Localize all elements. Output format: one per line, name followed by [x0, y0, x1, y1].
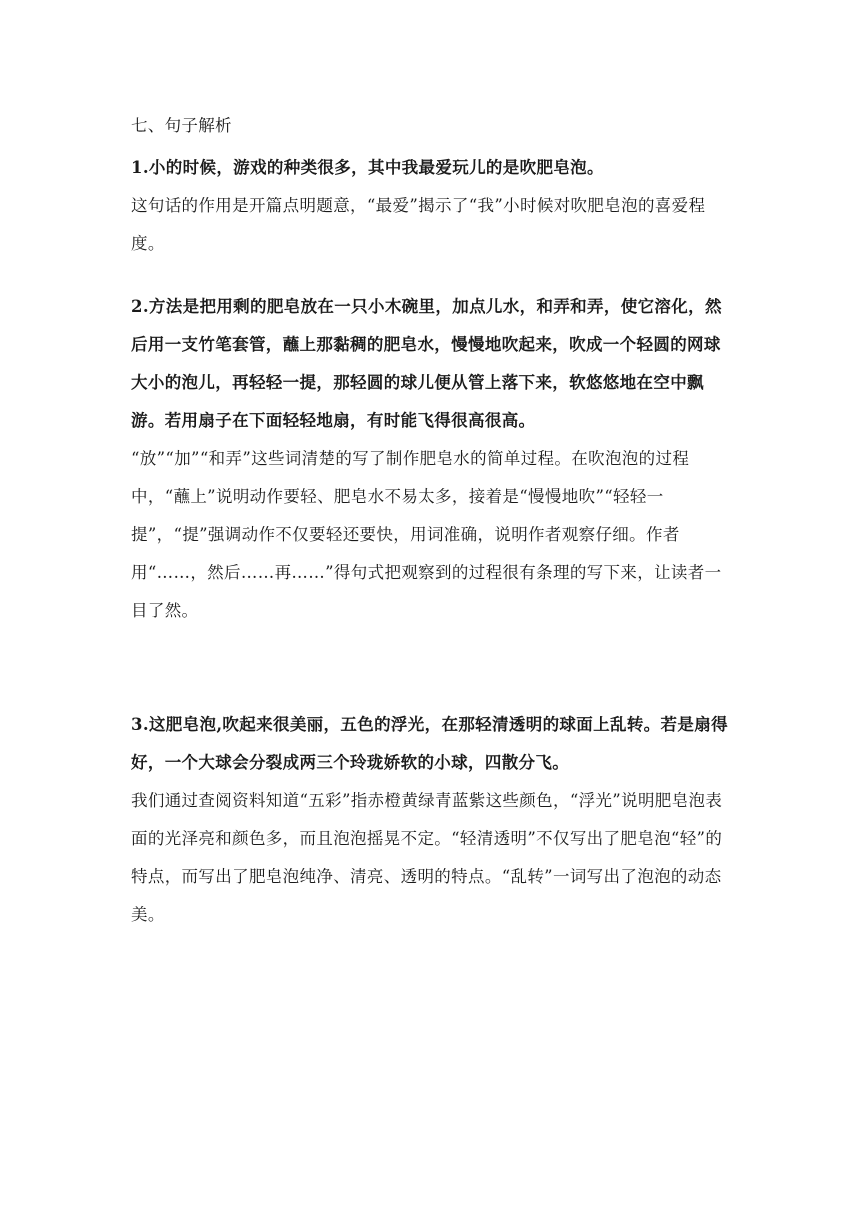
item-3-sentence: 3.这肥皂泡,吹起来很美丽，五色的浮光，在那轻清透明的球面上乱转。若是扇得好，一个大球会分裂成两三个玲珑娇软的小球，四散分飞。 — [131, 715, 728, 772]
analysis-item-3 — [131, 706, 731, 934]
spacer — [131, 263, 731, 288]
item-1-analysis: 这句话的作用是开篇点明题意，“最爱”揭示了“我”小时候对吹肥皂泡的喜爱程度。 — [131, 196, 706, 253]
section-title: 七、句子解析 — [131, 116, 232, 135]
item-3-analysis: 我们通过查阅资料知道“五彩”指赤橙黄绿青蓝紫这些颜色，“浮光”说明肥皂泡表面的光泽亮和颜色多，而且泡泡摇晃不定。“轻清透明”不仅写出了肥皂泡“轻”的特点，而写出了肥皂泡纯净、清亮、透明的特点。“乱转”一词写出了泡泡的动态美。 — [131, 791, 723, 924]
item-2-sentence: 2.方法是把用剩的肥皂放在一只小木碗里，加点儿水，和弄和弄，使它溶化，然后用一支竹笔套管，蘸上那黏稠的肥皂水，慢慢地吹起来，吹成一个轻圆的网球大小的泡儿，再轻轻一提，那轻圆的球儿便从管上落下来，软悠悠地在空中飘游。若用扇子在下面轻轻地扇，有时能飞得很高很高。 — [131, 297, 722, 430]
analysis-item-2 — [131, 288, 731, 630]
document-page — [131, 112, 731, 934]
analysis-item-1 — [131, 149, 731, 263]
spacer — [131, 630, 731, 706]
item-2-analysis: “放”“加”“和弄”这些词清楚的写了制作肥皂水的简单过程。在吹泡泡的过程中，“蘸上”说明动作要轻、肥皂水不易太多，接着是“慢慢地吹”“轻轻一提”，“提”强调动作不仅要轻还要快，用词准确，说明作者观察仔细。作者用“……，然后……再……”得句式把观察到的过程很有条理的写下来，让读者一目了然。 — [131, 449, 722, 620]
item-1-sentence: 1.小的时候，游戏的种类很多，其中我最爱玩儿的是吹肥皂泡。 — [131, 158, 604, 177]
